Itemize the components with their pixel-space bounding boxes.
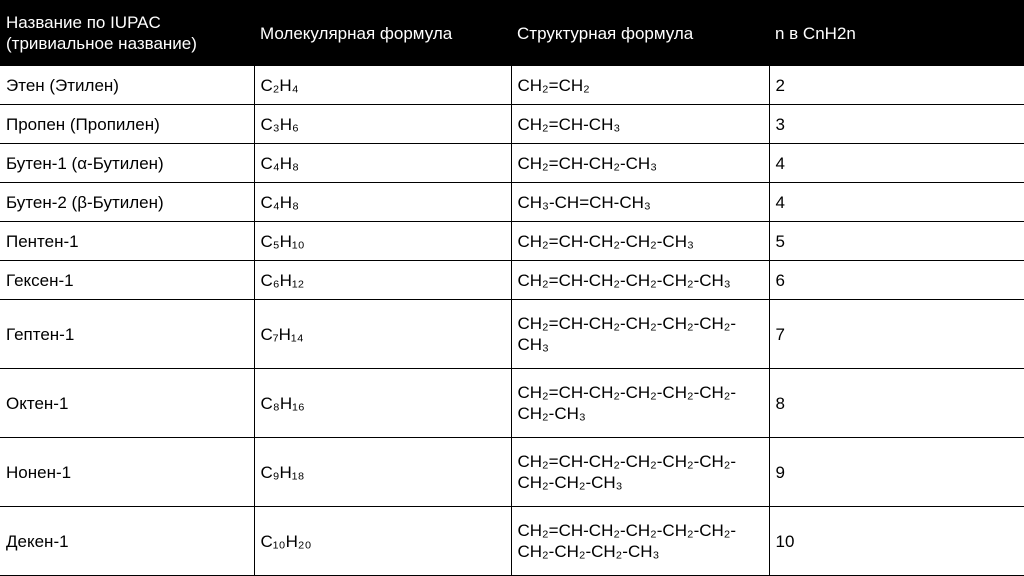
cell-structural: CH₂=CH-CH₂-CH₂-CH₃ (511, 222, 769, 261)
cell-molecular: C₅H₁₀ (254, 222, 511, 261)
cell-structural: CH₂=CH-CH₂-CH₂-CH₂-CH₂- CH₂-CH₃ (511, 369, 769, 438)
header-structural-formula: Структурная формула (511, 0, 769, 66)
table-row (0, 183, 1024, 222)
cell-name: Бутен-1 (α-Бутилен) (0, 144, 254, 183)
table-header-row (0, 0, 1024, 66)
cell-structural: CH₂=CH-CH₃ (511, 105, 769, 144)
table-row (0, 300, 1024, 369)
table-row (0, 369, 1024, 438)
cell-molecular: C₉H₁₈ (254, 438, 511, 507)
cell-name: Этен (Этилен) (0, 66, 254, 105)
cell-n: 9 (769, 438, 1024, 507)
table-row (0, 66, 1024, 105)
header-iupac-name: Название по IUPAC (тривиальное название) (0, 0, 254, 66)
cell-structural: CH₂=CH-CH₂-CH₂-CH₂-CH₂- CH₂-CH₂-CH₃ (511, 438, 769, 507)
cell-name: Гептен-1 (0, 300, 254, 369)
cell-name: Бутен-2 (β-Бутилен) (0, 183, 254, 222)
cell-n: 10 (769, 507, 1024, 576)
cell-name: Декен-1 (0, 507, 254, 576)
cell-structural: CH₂=CH-CH₂-CH₃ (511, 144, 769, 183)
cell-n: 4 (769, 144, 1024, 183)
table-row (0, 105, 1024, 144)
cell-n: 8 (769, 369, 1024, 438)
cell-structural: CH₂=CH-CH₂-CH₂-CH₂-CH₃ (511, 261, 769, 300)
cell-n: 4 (769, 183, 1024, 222)
cell-name: Пентен-1 (0, 222, 254, 261)
cell-molecular: C₇H₁₄ (254, 300, 511, 369)
table-row (0, 438, 1024, 507)
cell-molecular: C₃H₆ (254, 105, 511, 144)
cell-n: 5 (769, 222, 1024, 261)
cell-n: 6 (769, 261, 1024, 300)
cell-structural: CH₃-CH=CH-CH₃ (511, 183, 769, 222)
cell-molecular: C₆H₁₂ (254, 261, 511, 300)
table-row (0, 144, 1024, 183)
header-n-value: n в CnH2n (769, 0, 1024, 66)
table-row (0, 507, 1024, 576)
cell-name: Октен-1 (0, 369, 254, 438)
cell-molecular: C₂H₄ (254, 66, 511, 105)
cell-molecular: C₄H₈ (254, 183, 511, 222)
cell-n: 3 (769, 105, 1024, 144)
cell-structural: CH₂=CH₂ (511, 66, 769, 105)
cell-molecular: C₈H₁₆ (254, 369, 511, 438)
cell-structural: CH₂=CH-CH₂-CH₂-CH₂-CH₂- CH₃ (511, 300, 769, 369)
cell-name: Пропен (Пропилен) (0, 105, 254, 144)
cell-n: 2 (769, 66, 1024, 105)
cell-n: 7 (769, 300, 1024, 369)
cell-name: Гексен-1 (0, 261, 254, 300)
table-row (0, 222, 1024, 261)
cell-molecular: C₄H₈ (254, 144, 511, 183)
header-molecular-formula: Молекулярная формула (254, 0, 511, 66)
cell-name: Нонен-1 (0, 438, 254, 507)
table-row (0, 261, 1024, 300)
cell-molecular: C₁₀H₂₀ (254, 507, 511, 576)
cell-structural: CH₂=CH-CH₂-CH₂-CH₂-CH₂- CH₂-CH₂-CH₂-CH₃ (511, 507, 769, 576)
